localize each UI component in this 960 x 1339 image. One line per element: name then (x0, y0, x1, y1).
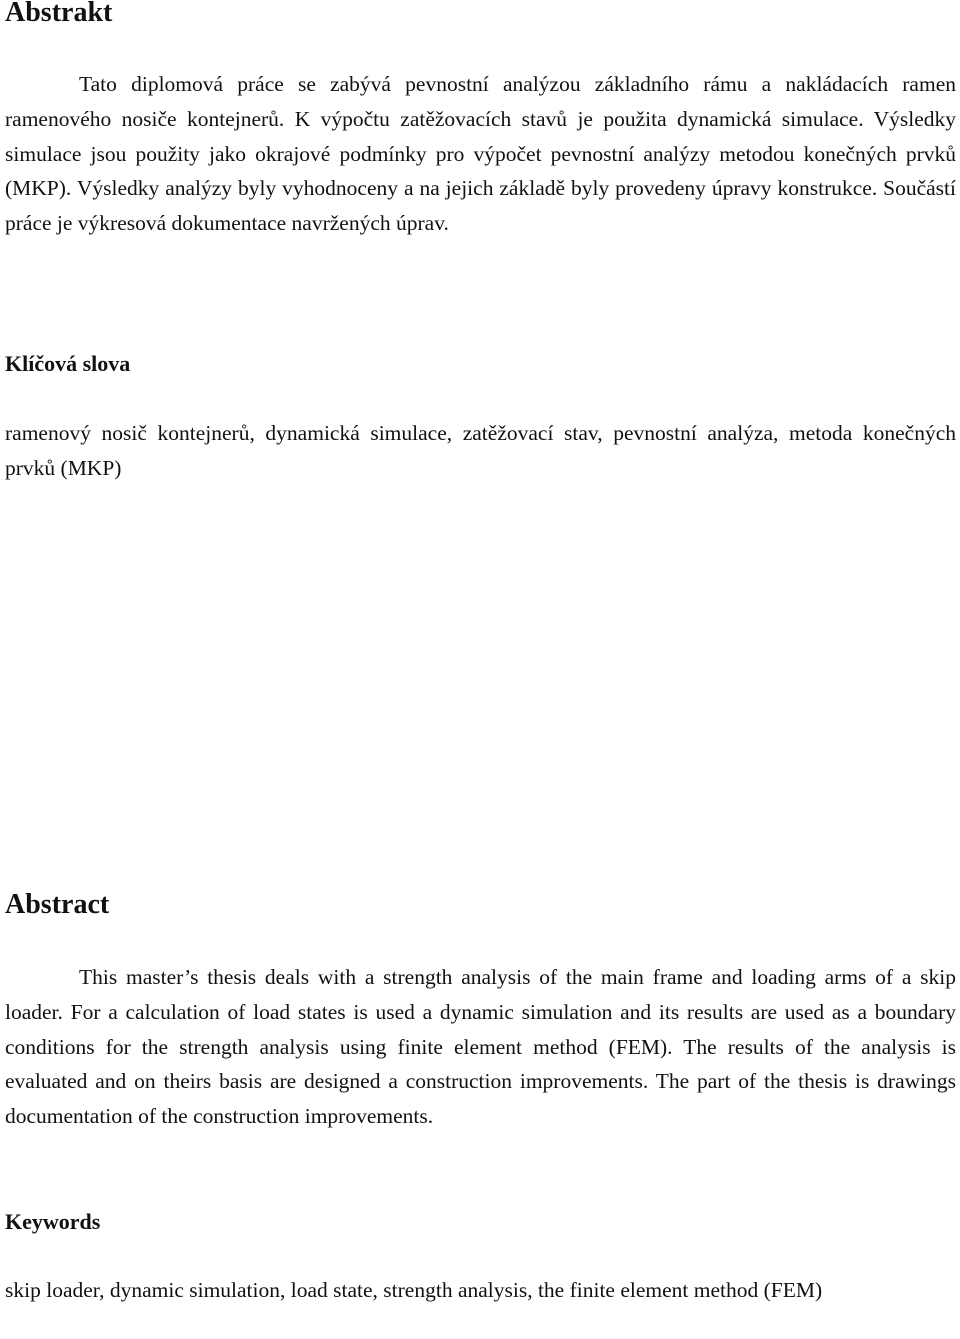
keywords-heading: Keywords (5, 1209, 101, 1234)
keywords-body: skip loader, dynamic simulation, load state, strength analysis, the finite element method (FEM) (5, 1278, 823, 1302)
abstract-heading: Abstract (5, 889, 110, 920)
klicova-slova-body: ramenový nosič kontejnerů, dynamická simulace, zatěžovací stav, pevnostní analýza, metoda konečných prvků (MKP) (5, 421, 956, 480)
abstrakt-body: Tato diplomová práce se zabývá pevnostní analýzou základního rámu a nakládacích ramen ramenového nosiče kontejnerů. K výpočtu zatěžovacích stavů je použita dynamická simulace. Výsledky simulace jsou použity jako okrajové podmínky pro výpočet pevnostní analýzy metodou konečných prvků (MKP). Výsledky analýzy byly vyhodnoceny a na jejich základě byly provedeny úpravy konstrukce. Součástí práce je výkresová dokumentace navržených úprav. (5, 72, 956, 236)
abstract-body: This master’s thesis deals with a strength analysis of the main frame and loading arms of a skip loader. For a calculation of load states is used a dynamic simulation and its results are used as a boundary conditions for the strength analysis using finite element method (FEM). The results of the analysis is evaluated and on theirs basis are designed a construction improvements. The part of the thesis is drawings documentation of the construction improvements. (5, 965, 956, 1129)
abstrakt-heading: Abstrakt (5, 0, 113, 28)
klicova-slova-heading: Klíčová slova (5, 351, 131, 376)
